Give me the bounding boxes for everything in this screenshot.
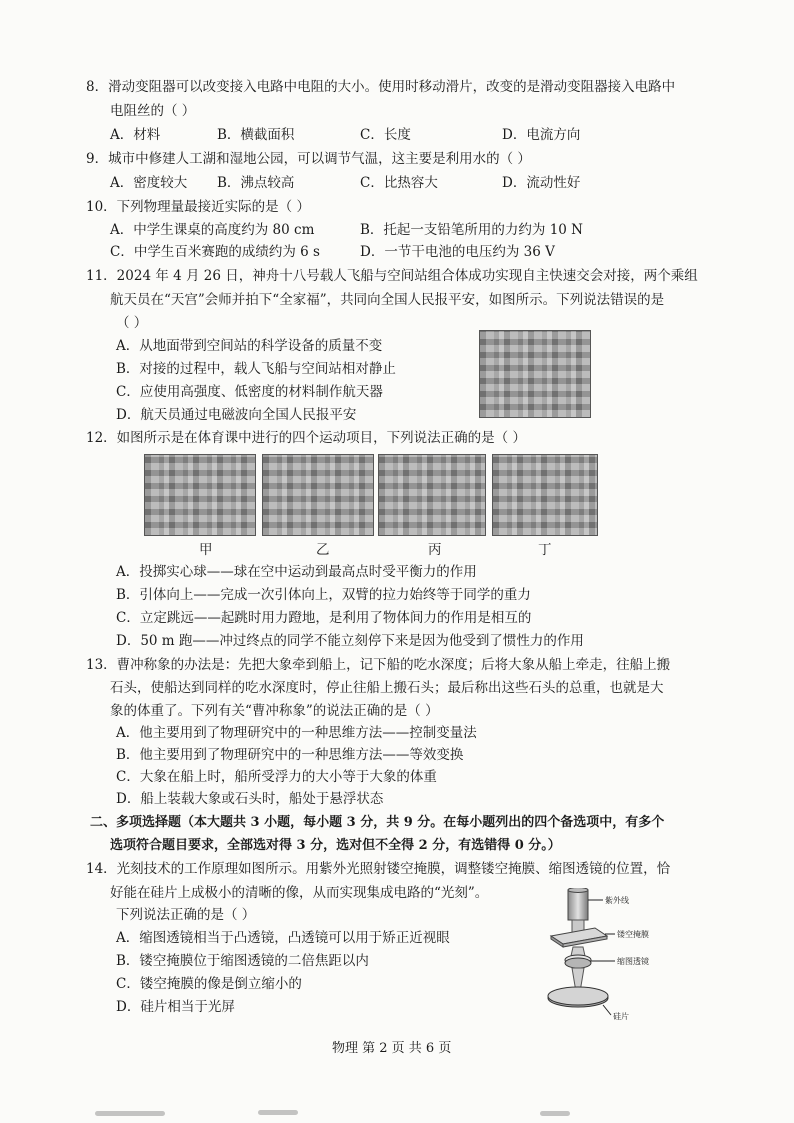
q14-option-d: D．硅片相当于光屏 <box>116 999 235 1015</box>
lithography-diagram <box>545 888 695 1023</box>
reduction-lens <box>565 955 591 968</box>
scan-smudge-right <box>540 1111 570 1116</box>
section2-heading-line2: 选项符合题目要求，全部选对得 3 分，选对但不全得 2 分，有选错得 0 分。） <box>110 838 561 853</box>
caption-bing: 丙 <box>428 542 442 558</box>
silicon-wafer <box>548 987 608 1007</box>
q13-stem-line2: 石头，使船达到同样的吃水深度时，停止往船上搬石头；最后称出这些石头的总重，也就是大 <box>110 680 664 696</box>
q10-stem: 10．下列物理量最接近实际的是（ ） <box>86 199 310 215</box>
q14-option-c: C．镂空掩膜的像是倒立缩小的 <box>116 976 302 992</box>
q13-option-c: C．大象在船上时，船所受浮力的大小等于大象的体重 <box>116 769 437 785</box>
q12-option-b: B．引体向上——完成一次引体向上，双臂的拉力始终等于同学的重力 <box>116 587 531 603</box>
q10-option-b: B．托起一支铅笔所用的力约为 10 N <box>360 222 583 238</box>
q9-option-d: D．流动性好 <box>502 175 581 191</box>
scan-smudge-left <box>95 1111 165 1116</box>
lens-label: 缩图透镜 <box>617 957 649 966</box>
sprint-photo <box>492 454 598 536</box>
q13-option-a: A．他主要用到了物理研究中的一种思维方法——控制变量法 <box>116 725 477 741</box>
q11-stem-line1: 11．2024 年 4 月 26 日，神舟十八号载人飞船与空间站组合体成功实现自主快速交会对接，两个乘组 <box>86 268 698 284</box>
wafer-leader-line <box>603 1005 611 1015</box>
wafer-label: 硅片 <box>613 1012 629 1021</box>
section2-heading-line1: 二、多项选择题（本大题共 3 小题，每小题 3 分，共 9 分。在每小题列出的四个备选项中，有多个 <box>90 815 665 830</box>
q10-option-d: D．一节干电池的电压约为 36 V <box>360 244 555 260</box>
q14-option-b: B．镂空掩膜位于缩图透镜的二倍焦距以内 <box>116 953 369 969</box>
q8-option-a: A．材料 <box>110 127 161 143</box>
uv-label: 紫外线 <box>605 896 629 905</box>
astronaut-group-photo <box>479 330 591 418</box>
q9-option-b: B．沸点较高 <box>217 175 295 191</box>
q9-option-c: C．比热容大 <box>360 175 438 191</box>
q12-stem: 12．如图所示是在体育课中进行的四个运动项目，下列说法正确的是（ ） <box>86 430 526 446</box>
q11-option-c: C．应使用高强度、低密度的材料制作航天器 <box>116 384 383 400</box>
caption-jia: 甲 <box>199 542 213 558</box>
q14-stem-line2: 好能在硅片上成极小的清晰的像，从而实现集成电路的“光刻”。 <box>110 885 489 901</box>
q9-stem: 9．城市中修建人工湖和湿地公园，可以调节气温，这主要是利用水的（ ） <box>86 151 531 167</box>
q8-option-c: C．长度 <box>360 127 411 143</box>
q11-stem-line2: 航天员在“天宫”会师并拍下“全家福”，共同向全国人民报平安，如图所示。下列说法错误的是 <box>110 292 665 308</box>
q8-stem-line2: 电阻丝的（ ） <box>110 103 196 119</box>
pull-up-photo <box>262 454 374 536</box>
q11-stem-line3: （ ） <box>116 315 148 331</box>
uv-light-source <box>568 888 588 920</box>
q13-stem-line1: 13．曹冲称象的办法是：先把大象牵到船上，记下船的吃水深度；后将大象从船上牵走，往船上搬 <box>86 657 671 673</box>
caption-yi: 乙 <box>316 542 330 558</box>
q8-option-b: B．横截面积 <box>217 127 295 143</box>
q8-option-d: D．电流方向 <box>502 127 581 143</box>
q14-option-a: A．缩图透镜相当于凸透镜，凸透镜可以用于矫正近视眼 <box>116 930 450 946</box>
q14-stem-line3: 下列说法正确的是（ ） <box>116 907 256 923</box>
q12-option-d: D．50 m 跑——冲过终点的同学不能立刻停下来是因为他受到了惯性力的作用 <box>116 633 584 649</box>
caption-ding: 丁 <box>538 542 552 558</box>
mask-plate <box>551 928 607 947</box>
q9-option-a: A．密度较大 <box>110 175 188 191</box>
shot-put-photo <box>144 454 256 536</box>
q11-option-a: A．从地面带到空间站的科学设备的质量不变 <box>116 338 383 354</box>
q13-option-d: D．船上装载大象或石头时，船处于悬浮状态 <box>116 791 384 807</box>
q13-option-b: B．他主要用到了物理研究中的一种思维方法——等效变换 <box>116 747 464 763</box>
q14-stem-line1: 14．光刻技术的工作原理如图所示。用紫外光照射镂空掩膜，调整镂空掩膜、缩图透镜的位置，恰 <box>86 861 671 877</box>
mask-label: 镂空掩膜 <box>617 930 649 939</box>
q10-option-c: C．中学生百米赛跑的成绩约为 6 s <box>110 244 320 260</box>
q12-option-c: C．立定跳远——起跳时用力蹬地，是利用了物体间力的作用是相互的 <box>116 610 532 626</box>
q12-option-a: A．投掷实心球——球在空中运动到最高点时受平衡力的作用 <box>116 564 477 580</box>
q11-option-b: B．对接的过程中，载人飞船与空间站相对静止 <box>116 361 396 377</box>
long-jump-photo <box>378 454 486 536</box>
q8-stem-line1: 8．滑动变阻器可以改变接入电路中电阻的大小。使用时移动滑片，改变的是滑动变阻器接入电路中 <box>86 79 676 95</box>
q10-option-a: A．中学生课桌的高度约为 80 cm <box>110 222 315 238</box>
scan-smudge-mid <box>258 1110 298 1115</box>
q13-stem-line3: 象的体重了。下列有关“曹冲称象”的说法正确的是（ ） <box>110 703 439 719</box>
page-footer: 物理 第 2 页 共 6 页 <box>332 1041 452 1056</box>
q11-option-d: D．航天员通过电磁波向全国人民报平安 <box>116 407 357 423</box>
